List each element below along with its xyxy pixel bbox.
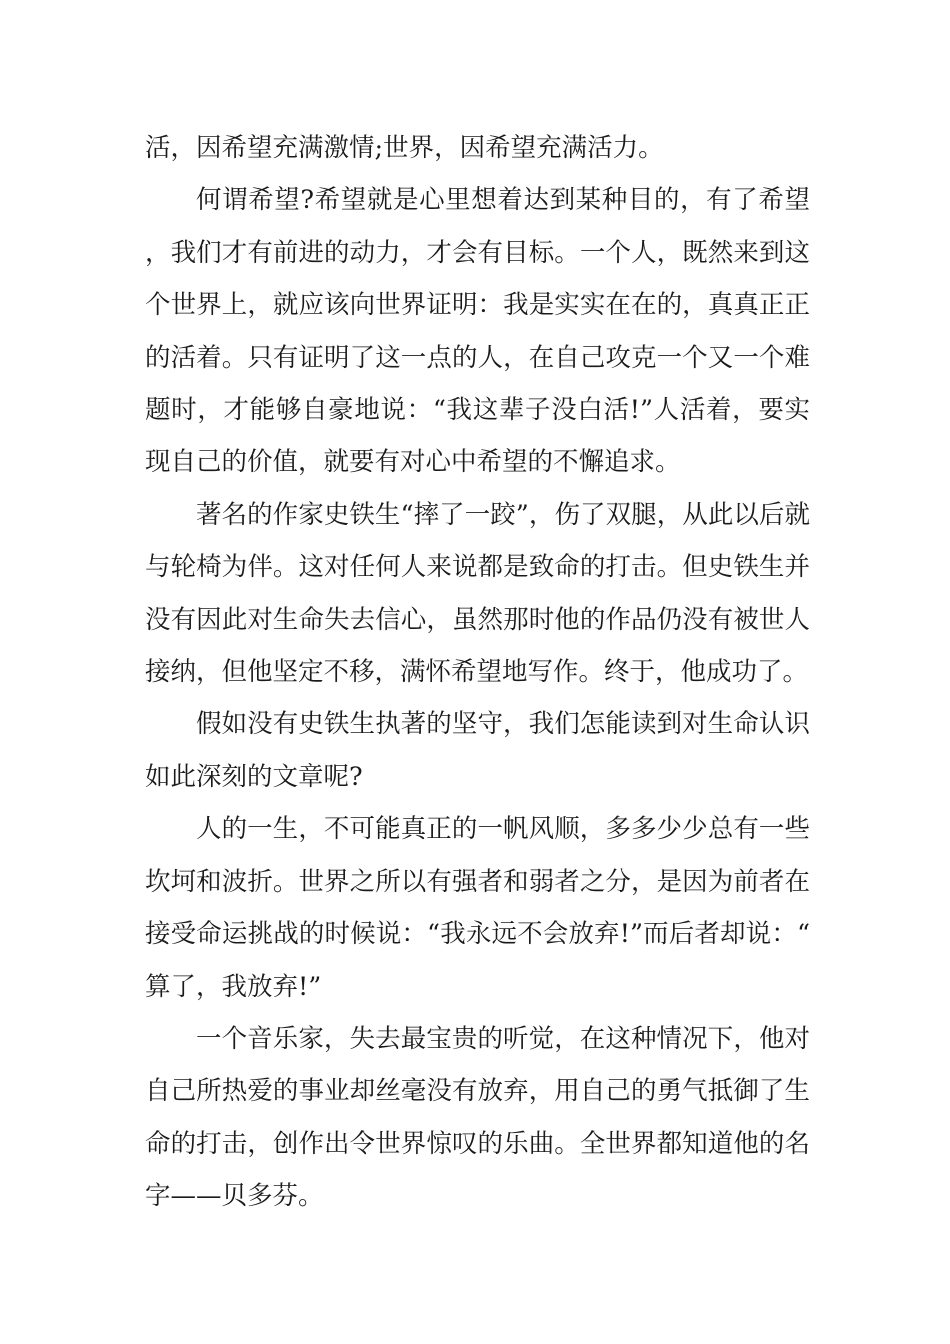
paragraph-beethoven: 一个音乐家，失去最宝贵的听觉，在这种情况下，他对自己所热爱的事业却丝毫没有放弃，用自己的勇气抵御了生命的打击，创作出令世界惊叹的乐曲。全世界都知道他的名字——贝多芬。 bbox=[145, 1023, 810, 1212]
paragraph-what-is-hope: 何谓希望?希望就是心里想着达到某种目的，有了希望，我们才有前进的动力，才会有目标。一个人，既然来到这个世界上，就应该向世界证明：我是实实在在的，真真正正的活着。只有证明了这一点的人，在自己攻克一个又一个难题时，才能够自豪地说：“我这辈子没白活!”人活着，要实现自己的价值，就要有对心中希望的不懈追求。 bbox=[145, 185, 810, 478]
essay-body bbox=[145, 122, 810, 1223]
paragraph-continued: 活，因希望充满激情;世界，因希望充满活力。 bbox=[145, 133, 664, 163]
paragraph-persistence-question: 假如没有史铁生执著的坚守，我们怎能读到对生命认识如此深刻的文章呢? bbox=[145, 709, 810, 792]
paragraph-shi-tiesheng: 著名的作家史铁生“摔了一跤”，伤了双腿，从此以后就与轮椅为伴。这对任何人来说都是致命的打击。但史铁生并没有因此对生命失去信心，虽然那时他的作品仍没有被世人接纳，但他坚定不移，满怀希望地写作。终于，他成功了。 bbox=[145, 499, 810, 688]
paragraph-life-hardship: 人的一生，不可能真正的一帆风顺，多多少少总有一些坎坷和波折。世界之所以有强者和弱者之分，是因为前者在接受命运挑战的时候说：“我永远不会放弃!”而后者却说：“算了，我放弃!” bbox=[145, 814, 810, 1002]
